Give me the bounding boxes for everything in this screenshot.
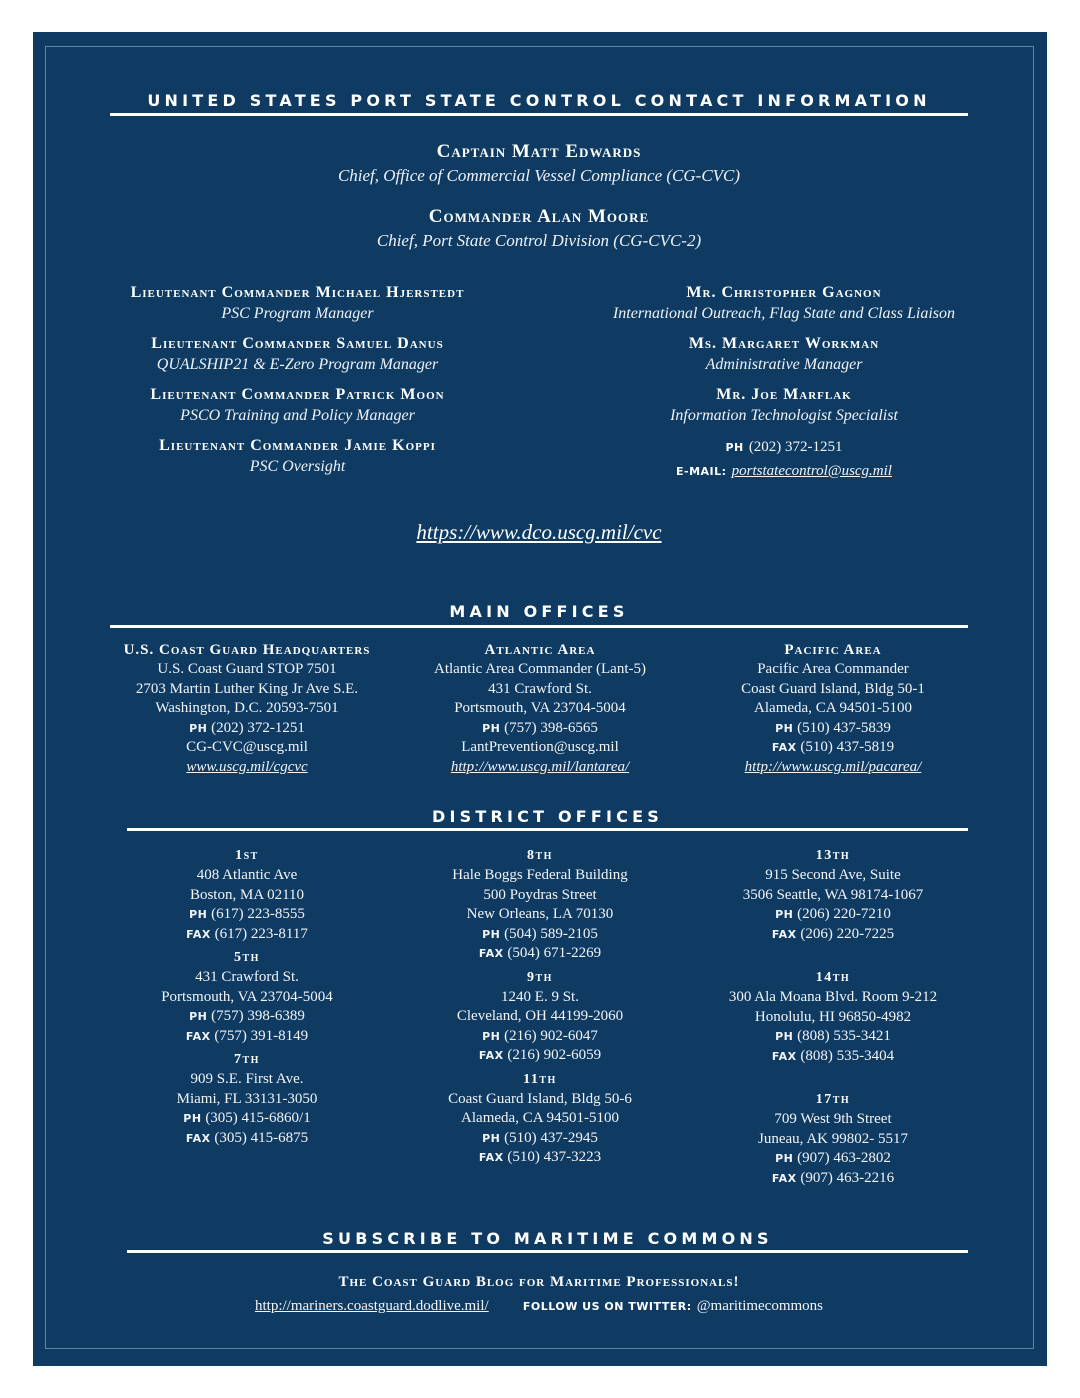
office-line: Pacific Area Commander bbox=[757, 661, 909, 677]
fax-number: (757) 391-8149 bbox=[214, 1027, 309, 1044]
phone-number: (757) 398-6389 bbox=[211, 1008, 305, 1024]
office-line: U.S. Coast Guard STOP 7501 bbox=[157, 661, 337, 677]
staff-person bbox=[600, 283, 968, 324]
phone-label: PH bbox=[775, 1030, 794, 1043]
lead-person bbox=[110, 141, 968, 188]
staff-person bbox=[95, 334, 500, 375]
phone-number: (757) 398-6565 bbox=[504, 719, 598, 736]
phone-label: PH bbox=[482, 1131, 501, 1145]
district-line: Portsmouth, VA 23704-5004 bbox=[161, 988, 333, 1005]
person-name: Commander Alan Moore bbox=[428, 206, 650, 227]
office-hq bbox=[100, 640, 394, 777]
district-title: 17th bbox=[815, 1092, 851, 1107]
person-role: PSC Program Manager bbox=[221, 305, 374, 322]
blog-tagline: The Coast Guard Blog for Maritime Professionals! bbox=[338, 1274, 740, 1290]
office-line: Washington, D.C. 20593-7501 bbox=[155, 700, 339, 716]
subscribe-links bbox=[110, 1295, 968, 1317]
office-line: Portsmouth, VA 23704-5004 bbox=[454, 700, 626, 716]
fax-label: FAX bbox=[186, 927, 211, 941]
district-phone bbox=[100, 1007, 394, 1027]
district-fax bbox=[686, 925, 980, 945]
district-title: 1st bbox=[235, 848, 259, 863]
office-title: Pacific Area bbox=[784, 642, 882, 658]
phone-number: (907) 463-2802 bbox=[797, 1150, 891, 1166]
office-email: LantPrevention@uscg.mil bbox=[461, 739, 619, 755]
phone-number: (202) 372-1251 bbox=[211, 719, 305, 736]
twitter-label: FOLLOW US ON TWITTER: bbox=[522, 1300, 692, 1313]
subscribe-rule bbox=[127, 1250, 968, 1253]
person-role: Information Technologist Specialist bbox=[670, 407, 898, 424]
office-line: 2703 Martin Luther King Jr Ave S.E. bbox=[135, 680, 359, 697]
office-atlantic bbox=[393, 640, 687, 777]
district-fax bbox=[686, 1169, 980, 1189]
district-line: Miami, FL 33131-3050 bbox=[176, 1090, 318, 1107]
district-column-3 bbox=[686, 846, 980, 1192]
district-line: 915 Second Ave, Suite bbox=[765, 867, 901, 883]
phone-number: (216) 902-6047 bbox=[504, 1027, 598, 1044]
fax-label: FAX bbox=[771, 741, 797, 754]
phone-label: PH bbox=[183, 1112, 202, 1125]
phone-label: PH bbox=[482, 721, 501, 735]
phone-number: (305) 415-6860/1 bbox=[205, 1110, 311, 1126]
district-title: 7th bbox=[234, 1052, 260, 1067]
district-11th bbox=[393, 1070, 687, 1168]
office-fax bbox=[686, 738, 980, 758]
district-column-2 bbox=[393, 846, 687, 1172]
lead-person bbox=[110, 206, 968, 253]
district-phone bbox=[393, 1129, 687, 1149]
person-name: Lieutenant Commander Samuel Danus bbox=[151, 335, 444, 352]
phone-number: (510) 437-5839 bbox=[797, 719, 891, 736]
phone-label: PH bbox=[775, 1152, 794, 1165]
person-name: Lieutenant Commander Michael Hjerstedt bbox=[130, 284, 465, 301]
blog-link[interactable]: http://mariners.coastguard.dodlive.mil/ bbox=[254, 1298, 489, 1314]
district-1st bbox=[100, 846, 394, 944]
district-fax bbox=[393, 1046, 687, 1066]
district-line: Cleveland, OH 44199-2060 bbox=[456, 1008, 624, 1024]
district-14th bbox=[686, 968, 980, 1066]
website-row bbox=[110, 520, 968, 545]
office-link[interactable]: http://www.uscg.mil/pacarea/ bbox=[744, 758, 922, 775]
office-email: CG-CVC@uscg.mil bbox=[186, 739, 308, 755]
district-5th bbox=[100, 948, 394, 1046]
district-phone bbox=[393, 1027, 687, 1047]
office-link[interactable]: http://www.uscg.mil/lantarea/ bbox=[450, 758, 630, 775]
fax-label: FAX bbox=[478, 1151, 504, 1164]
person-role: International Outreach, Flag State and Class Liaison bbox=[612, 305, 956, 322]
office-phone bbox=[100, 719, 394, 739]
district-line: 709 West 9th Street bbox=[774, 1111, 892, 1127]
district-phone bbox=[100, 1109, 394, 1129]
fax-number: (510) 437-5819 bbox=[800, 739, 895, 755]
phone-number: (206) 220-7210 bbox=[797, 906, 891, 922]
phone-label: PH bbox=[482, 1029, 501, 1043]
phone-number: (617) 223-8555 bbox=[211, 906, 305, 922]
website-link[interactable]: https://www.dco.uscg.mil/cvc bbox=[416, 520, 662, 544]
district-title: 14th bbox=[815, 970, 851, 985]
person-role: Chief, Port State Control Division (CG-CVC-2) bbox=[376, 231, 702, 250]
district-7th bbox=[100, 1050, 394, 1148]
district-offices-heading: DISTRICT OFFICES bbox=[432, 807, 663, 826]
staff-person bbox=[600, 385, 968, 426]
fax-label: FAX bbox=[771, 927, 797, 941]
phone-label: PH bbox=[775, 721, 794, 735]
district-line: 300 Ala Moana Blvd. Room 9-212 bbox=[728, 989, 938, 1005]
person-name: Mr. Christopher Gagnon bbox=[686, 284, 882, 301]
district-fax bbox=[100, 925, 394, 945]
district-line: 500 Poydras Street bbox=[483, 886, 597, 903]
email-link[interactable]: portstatecontrol@uscg.mil bbox=[731, 462, 892, 479]
office-pacific bbox=[686, 640, 980, 777]
person-name: Lieutenant Commander Jamie Koppi bbox=[159, 437, 436, 454]
phone-label: PH bbox=[725, 441, 744, 454]
phone-label: PH bbox=[189, 908, 208, 921]
staff-person bbox=[95, 283, 500, 324]
staff-right-column bbox=[600, 283, 968, 481]
district-column-1 bbox=[100, 846, 394, 1152]
office-line: Atlantic Area Commander (Lant-5) bbox=[433, 661, 646, 677]
district-phone bbox=[393, 925, 687, 945]
district-fax bbox=[100, 1129, 394, 1149]
office-title: Atlantic Area bbox=[484, 642, 596, 658]
district-line: Coast Guard Island, Bldg 50-6 bbox=[448, 1090, 632, 1107]
person-name: Mr. Joe Marflak bbox=[716, 386, 852, 403]
district-line: 408 Atlantic Ave bbox=[196, 867, 298, 883]
phone-label: PH bbox=[482, 927, 501, 941]
office-title: U.S. Coast Guard Headquarters bbox=[123, 642, 371, 658]
district-line: 909 S.E. First Ave. bbox=[190, 1071, 304, 1087]
district-phone bbox=[686, 905, 980, 925]
contact-rule bbox=[110, 113, 968, 116]
phone-label: PH bbox=[775, 908, 794, 921]
email-label: E-MAIL: bbox=[676, 464, 727, 478]
district-title: 5th bbox=[234, 950, 260, 965]
district-phone bbox=[100, 905, 394, 925]
phone-label: PH bbox=[189, 1010, 208, 1023]
subscribe-block bbox=[110, 1272, 968, 1317]
district-line: New Orleans, LA 70130 bbox=[466, 906, 614, 922]
person-role: PSC Oversight bbox=[249, 458, 346, 475]
contact-phone bbox=[600, 436, 968, 458]
fax-label: FAX bbox=[478, 947, 504, 960]
person-role: Chief, Office of Commercial Vessel Compliance (CG-CVC) bbox=[337, 166, 741, 185]
contact-heading: UNITED STATES PORT STATE CONTROL CONTACT INFORMATION bbox=[147, 91, 931, 110]
fax-number: (510) 437-3223 bbox=[507, 1149, 602, 1165]
district-line: 431 Crawford St. bbox=[195, 969, 299, 985]
district-line: Honolulu, HI 96850-4982 bbox=[754, 1008, 912, 1025]
district-title: 13th bbox=[815, 848, 851, 863]
district-fax bbox=[393, 944, 687, 964]
fax-number: (206) 220-7225 bbox=[800, 925, 895, 942]
fax-label: FAX bbox=[185, 1131, 211, 1145]
staff-person bbox=[95, 436, 500, 477]
person-name: Lieutenant Commander Patrick Moon bbox=[150, 386, 445, 403]
office-phone bbox=[393, 719, 687, 739]
district-13th bbox=[686, 846, 980, 944]
contact-email bbox=[600, 460, 968, 482]
fax-label: FAX bbox=[771, 1049, 797, 1063]
phone-number: (504) 589-2105 bbox=[504, 925, 598, 942]
district-title: 8th bbox=[527, 848, 553, 863]
office-line: Coast Guard Island, Bldg 50-1 bbox=[741, 680, 925, 697]
district-8th bbox=[393, 846, 687, 964]
district-fax bbox=[100, 1027, 394, 1047]
main-offices-heading: MAIN OFFICES bbox=[449, 602, 629, 621]
district-phone bbox=[686, 1027, 980, 1047]
person-role: QUALSHIP21 & E-Zero Program Manager bbox=[156, 356, 439, 373]
fax-number: (305) 415-6875 bbox=[214, 1129, 309, 1146]
district-phone bbox=[686, 1149, 980, 1169]
office-phone bbox=[686, 719, 980, 739]
staff-person bbox=[95, 385, 500, 426]
staff-left-column bbox=[95, 283, 500, 487]
district-line: 3506 Seattle, WA 98174-1067 bbox=[742, 886, 924, 903]
district-line: Alameda, CA 94501-5100 bbox=[461, 1110, 619, 1126]
phone-number: (202) 372-1251 bbox=[748, 439, 843, 455]
district-line: Hale Boggs Federal Building bbox=[452, 867, 628, 883]
fax-number: (216) 902-6059 bbox=[507, 1047, 602, 1063]
district-fax bbox=[393, 1148, 687, 1168]
office-link[interactable]: www.uscg.mil/cgcvc bbox=[186, 758, 308, 775]
staff-person bbox=[600, 334, 968, 375]
phone-number: (808) 535-3421 bbox=[797, 1028, 891, 1044]
fax-number: (504) 671-2269 bbox=[507, 945, 602, 961]
district-17th bbox=[686, 1090, 980, 1188]
fax-number: (808) 535-3404 bbox=[800, 1047, 895, 1064]
fax-number: (907) 463-2216 bbox=[800, 1169, 895, 1186]
lead-contacts bbox=[110, 141, 968, 253]
twitter-handle[interactable]: @maritimecommons bbox=[696, 1298, 824, 1314]
phone-number: (510) 437-2945 bbox=[504, 1129, 598, 1146]
district-line: Boston, MA 02110 bbox=[189, 886, 305, 903]
fax-label: FAX bbox=[185, 1029, 211, 1043]
person-role: PSCO Training and Policy Manager bbox=[180, 407, 415, 424]
district-title: 11th bbox=[523, 1071, 557, 1087]
district-offices-rule bbox=[127, 828, 968, 831]
office-line: Alameda, CA 94501-5100 bbox=[754, 700, 912, 716]
person-name: Captain Matt Edwards bbox=[436, 141, 642, 162]
subscribe-heading: SUBSCRIBE TO MARITIME COMMONS bbox=[322, 1229, 773, 1248]
district-line: 1240 E. 9 St. bbox=[501, 988, 579, 1005]
main-offices-rule bbox=[110, 625, 968, 628]
fax-number: (617) 223-8117 bbox=[214, 925, 308, 942]
district-title: 9th bbox=[527, 969, 553, 985]
person-name: Ms. Margaret Workman bbox=[688, 335, 880, 352]
phone-label: PH bbox=[189, 721, 208, 735]
person-role: Administrative Manager bbox=[705, 356, 863, 373]
district-line: Juneau, AK 99802- 5517 bbox=[758, 1130, 908, 1147]
district-9th bbox=[393, 968, 687, 1066]
fax-label: FAX bbox=[771, 1171, 797, 1185]
fax-label: FAX bbox=[478, 1049, 504, 1062]
district-fax bbox=[686, 1047, 980, 1067]
office-line: 431 Crawford St. bbox=[488, 680, 592, 697]
